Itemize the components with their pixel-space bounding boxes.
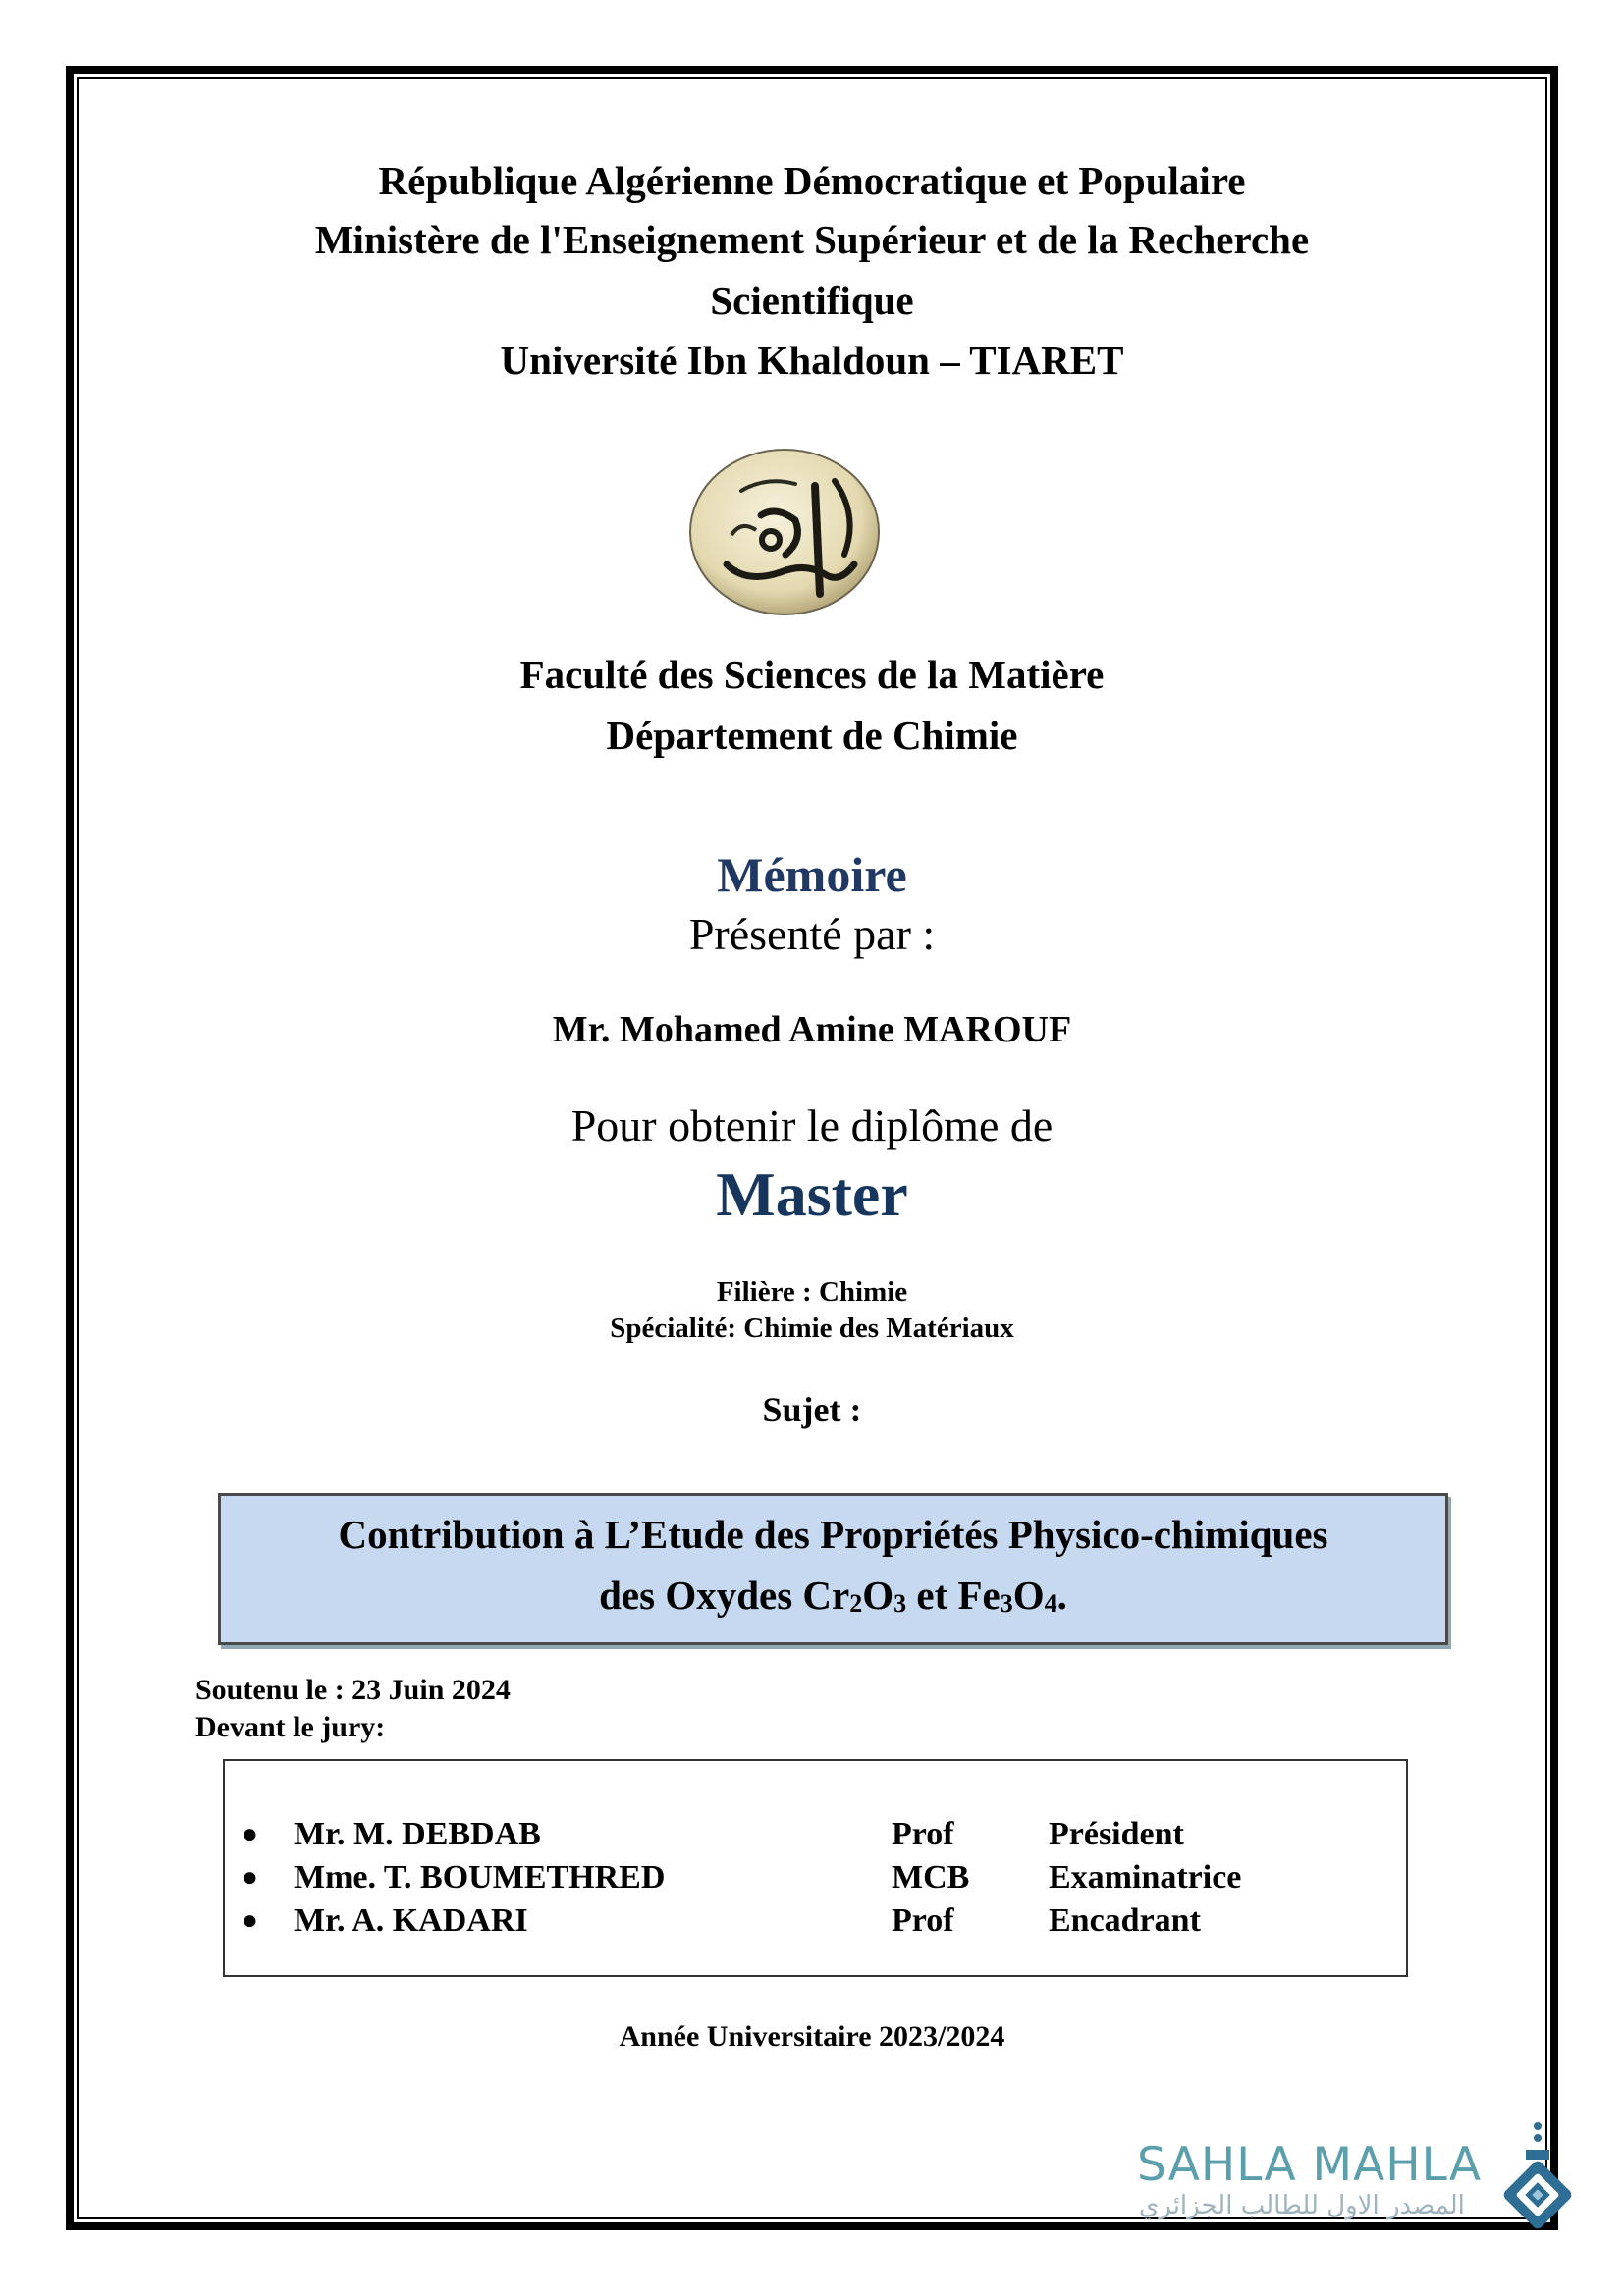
watermark-brand: SAHLA MAHLA bbox=[1137, 2138, 1483, 2192]
document-type: Mémoire bbox=[717, 847, 907, 902]
jury-member-name: Mr. M. DEBDAB bbox=[294, 1816, 541, 1852]
jury-member-role: Président bbox=[1049, 1816, 1184, 1852]
republic-title: République Algérienne Démocratique et Populaire bbox=[378, 158, 1246, 203]
presented-by-label: Présenté par : bbox=[688, 909, 936, 959]
sahla-mahla-emblem-icon bbox=[1498, 2118, 1577, 2236]
jury-member-name: Mr. A. KADARI bbox=[294, 1902, 528, 1939]
specialite: Spécialité: Chimie des Matériaux bbox=[610, 1312, 1014, 1344]
department-name: Département de Chimie bbox=[606, 713, 1018, 758]
faculty-name: Faculté des Sciences de la Matière bbox=[519, 652, 1105, 697]
jury-row bbox=[225, 1899, 1406, 1943]
academic-year: Année Universitaire 2023/2024 bbox=[619, 2020, 1005, 2053]
jury-row bbox=[225, 1813, 1406, 1856]
university-name: Université Ibn Khaldoun – TIARET bbox=[500, 338, 1124, 383]
degree-name: Master bbox=[716, 1159, 908, 1229]
bullet-icon: ● bbox=[242, 1905, 258, 1936]
degree-purpose: Pour obtenir le diplôme de bbox=[570, 1100, 1054, 1150]
university-seal-icon bbox=[687, 447, 882, 617]
jury-label: Devant le jury: bbox=[195, 1711, 386, 1743]
ministry-title: Ministère de l'Enseignement Supérieur et de la Recherche bbox=[314, 217, 1310, 262]
bullet-icon: ● bbox=[242, 1819, 258, 1849]
watermark-tagline: المصدر الاول للطالب الجزائري bbox=[1139, 2191, 1465, 2220]
subject-label: Sujet : bbox=[762, 1390, 862, 1429]
jury-member-grade: Prof bbox=[892, 1902, 954, 1939]
subject-line-2: des Oxydes $Cr_2O_3$ et $Fe_3O_4$. bbox=[599, 1573, 1067, 1618]
author-name: Mr. Mohamed Amine MAROUF bbox=[552, 1009, 1072, 1050]
jury-member-role: Examinatrice bbox=[1049, 1859, 1242, 1896]
bullet-icon: ● bbox=[242, 1862, 258, 1893]
defense-date: Soutenu le : 23 Juin 2024 bbox=[195, 1674, 511, 1706]
jury-member-grade: MCB bbox=[892, 1859, 970, 1896]
filiere: Filière : Chimie bbox=[716, 1276, 908, 1308]
jury-box bbox=[223, 1759, 1408, 1977]
jury-member-name: Mme. T. BOUMETHRED bbox=[294, 1859, 666, 1896]
jury-row bbox=[225, 1856, 1406, 1899]
jury-member-role: Encadrant bbox=[1049, 1902, 1201, 1939]
ministry-title-cont: Scientifique bbox=[710, 278, 914, 323]
subject-line-1: Contribution à L’Etude des Propriétés Physico-chimiques bbox=[338, 1512, 1328, 1557]
jury-member-grade: Prof bbox=[892, 1816, 954, 1852]
subject-box bbox=[218, 1493, 1448, 1645]
